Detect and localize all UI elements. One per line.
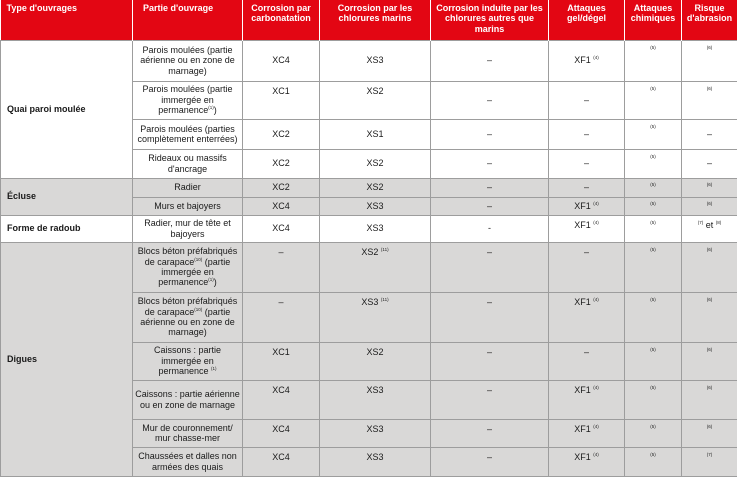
value-cell: – [682,119,737,149]
value-cell: (6) [682,81,737,119]
value-cell: XC2 [243,119,320,149]
value-cell: (6) [682,197,737,215]
value-cell: XC2 [243,178,320,197]
value-cell: (5) [625,178,682,197]
value-cell: – [549,242,625,292]
value-cell: (6) [682,242,737,292]
value-cell: XS2 [320,149,431,178]
value-cell: XC4 [243,447,320,476]
value-cell: – [549,178,625,197]
value-cell: - [431,215,549,242]
value-cell: XC4 [243,380,320,419]
value-cell: XS3 [320,215,431,242]
header-carbonatation: Corrosion par carbonatation [243,0,320,40]
value-cell: (6) [682,380,737,419]
group-label: Digues [1,242,133,476]
value-cell: – [431,197,549,215]
value-cell: – [431,242,549,292]
group-label: Écluse [1,178,133,215]
value-cell: (5) [625,149,682,178]
value-cell: XF1 $^{(4)}$ [549,215,625,242]
header-abrasion: Risque d'abrasion [682,0,737,40]
value-cell: $^{(7)}$ et $^{(8)}$ [682,215,737,242]
part-cell: Parois moulées (partie immergée en permanence$^{(1)}$) [133,81,243,119]
header-type: Type d'ouvrages [1,0,133,40]
value-cell: XS3 [320,197,431,215]
value-cell: – [431,81,549,119]
part-cell: Mur de couronnement/ mur chasse-mer [133,419,243,447]
header-row [1,0,737,40]
value-cell: XC1 [243,342,320,380]
part-cell: Radier [133,178,243,197]
table-row [1,40,737,81]
value-cell: – [431,119,549,149]
value-cell: – [243,292,320,342]
value-cell: – [431,447,549,476]
part-cell: Radier, mur de tête et bajoyers [133,215,243,242]
value-cell: XS2 [320,81,431,119]
value-cell: XC4 [243,215,320,242]
value-cell: XS3 [320,40,431,81]
header-chimiques: Attaques chimiques [625,0,682,40]
value-cell: – [682,149,737,178]
part-cell: Caissons : partie aérienne ou en zone de marnage [133,380,243,419]
value-cell: – [431,292,549,342]
value-cell: XF1 $^{(4)}$ [549,447,625,476]
value-cell: (5) [625,342,682,380]
part-cell: Parois moulées (partie aérienne ou en zone de marnage) [133,40,243,81]
value-cell: XC4 [243,40,320,81]
part-cell: Rideaux ou massifs d'ancrage [133,149,243,178]
part-cell: Caissons : partie immergée en permanence $^{(1)}$ [133,342,243,380]
value-cell: (6) [682,40,737,81]
header-gel-degel: Attaques gel/dégel [549,0,625,40]
value-cell: – [549,149,625,178]
group-label: Quai paroi moulée [1,40,133,178]
value-cell: (7) [682,447,737,476]
value-cell: XS3 $^{(11)}$ [320,292,431,342]
value-cell: – [243,242,320,292]
value-cell: (5) [625,119,682,149]
value-cell: – [549,119,625,149]
value-cell: XF1 $^{(4)}$ [549,197,625,215]
value-cell: (5) [625,197,682,215]
table-row [1,178,737,197]
value-cell: (6) [682,292,737,342]
value-cell: XC4 [243,419,320,447]
value-cell: XS3 [320,419,431,447]
header-chlorures-marins: Corrosion par les chlorures marins [320,0,431,40]
table-row [1,242,737,292]
value-cell: (5) [625,292,682,342]
table-row [1,215,737,242]
value-cell: XS1 [320,119,431,149]
part-cell: Blocs béton préfabriqués de carapace$^{(10)}$ (partie immergée en permanence$^{(1)}$) [133,242,243,292]
value-cell: (6) [682,342,737,380]
value-cell: XC4 [243,197,320,215]
value-cell: – [431,342,549,380]
value-cell: (5) [625,81,682,119]
value-cell: XF1 $^{(4)}$ [549,292,625,342]
value-cell: – [549,81,625,119]
value-cell: XF1 $^{(4)}$ [549,380,625,419]
value-cell: – [431,40,549,81]
value-cell: XF1 $^{(4)}$ [549,419,625,447]
value-cell: (6) [682,178,737,197]
value-cell: XS2 [320,178,431,197]
value-cell: (5) [625,380,682,419]
value-cell: – [431,149,549,178]
value-cell: XC1 [243,81,320,119]
value-cell: (6) [682,419,737,447]
value-cell: XC2 [243,149,320,178]
value-cell: (5) [625,40,682,81]
value-cell: (5) [625,215,682,242]
group-label: Forme de radoub [1,215,133,242]
value-cell: – [549,342,625,380]
part-cell: Chaussées et dalles non armées des quais [133,447,243,476]
part-cell: Parois moulées (parties complètement enterrées) [133,119,243,149]
part-cell: Murs et bajoyers [133,197,243,215]
value-cell: (5) [625,419,682,447]
value-cell: XS3 [320,447,431,476]
value-cell: – [431,419,549,447]
header-part: Partie d'ouvrage [133,0,243,40]
value-cell: – [431,178,549,197]
value-cell: (5) [625,447,682,476]
header-chlorures-autres: Corrosion induite par les chlorures autres que marins [431,0,549,40]
value-cell: XS3 [320,380,431,419]
value-cell: XS2 [320,342,431,380]
value-cell: XF1 $^{(4)}$ [549,40,625,81]
value-cell: XS2 $^{(11)}$ [320,242,431,292]
value-cell: (5) [625,242,682,292]
value-cell: – [431,380,549,419]
part-cell: Blocs béton préfabriqués de carapace$^{(10)}$ (partie aérienne ou en zone de marnage) [133,292,243,342]
